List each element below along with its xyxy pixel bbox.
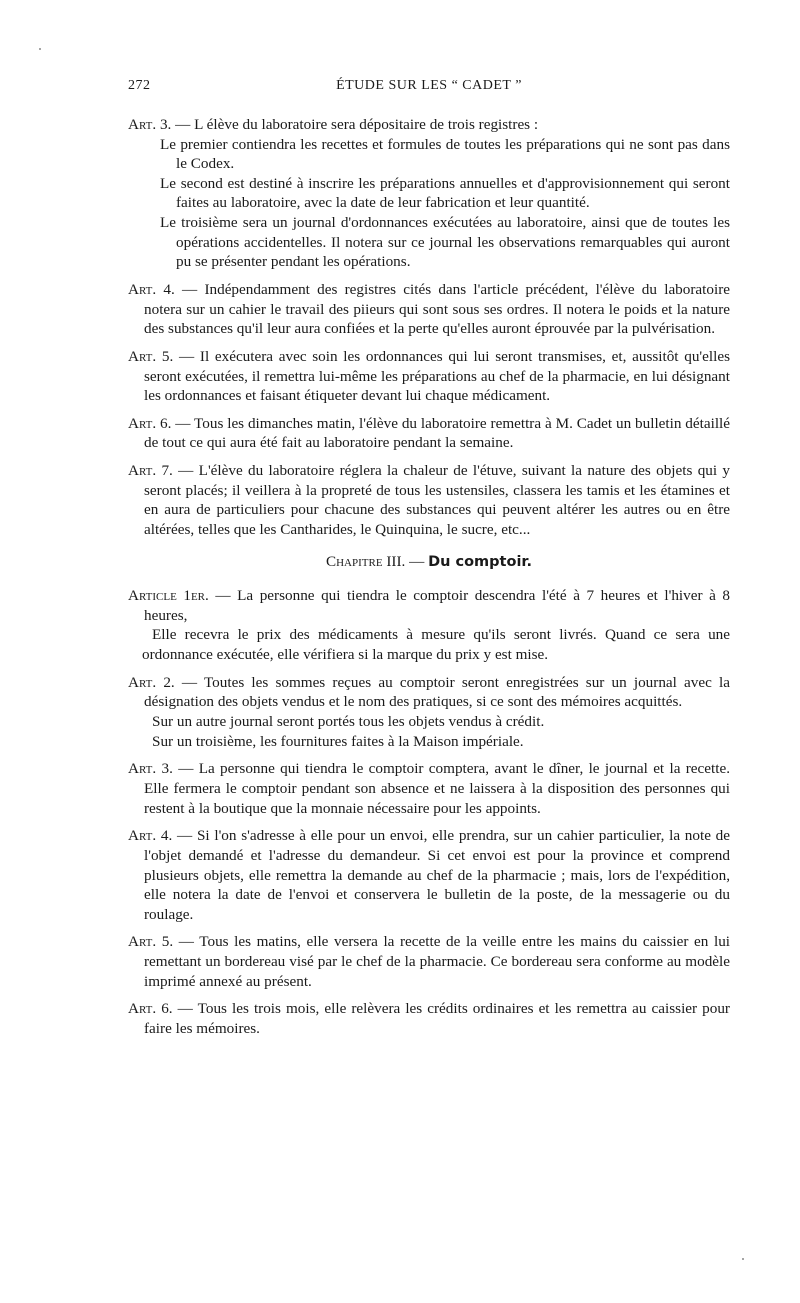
article-7-laboratory (128, 461, 730, 539)
article-label: Art. 5. (128, 347, 174, 365)
article-5-counter (128, 932, 730, 991)
article-label: Art. 5. (128, 933, 174, 951)
chapter-title: Du comptoir. (428, 553, 533, 570)
running-head (128, 78, 730, 100)
article-1-counter (128, 586, 730, 664)
article-label: Art. 4. (128, 827, 173, 845)
article-paragraph (128, 826, 730, 924)
scan-speck (39, 48, 41, 50)
article-3-laboratory (128, 115, 730, 272)
article-4-counter (128, 826, 730, 924)
scan-speck (742, 1258, 744, 1260)
article-label: Art. 2. (128, 673, 175, 691)
article-text: — Indépendamment des registres cités dans l'article précédent, l'élève du laboratoire notera sur un cahier le travail des piieurs qui sont sous ses ordres. Il notera le poids et la nature des substances qu'il leur aura confiées et la perte qu'elles auront éprouvée par la pulvérisation. (144, 280, 731, 338)
article-paragraph (128, 280, 730, 339)
article-label: Art. 3. (128, 116, 172, 133)
article-subparagraph: Le premier contiendra les recettes et formules de toutes les préparations qui ne sont pas dans le Codex. (160, 135, 730, 173)
article-paragraph (128, 347, 730, 406)
article-label: Art. 6. (128, 414, 172, 432)
running-title: ÉTUDE SUR LES “ CADET ” (336, 78, 522, 93)
article-paragraph (128, 673, 730, 712)
article-paragraph (128, 414, 730, 453)
article-subparagraph: Elle recevra le prix des médicaments à mesure qu'ils seront livrés. Quand ce sera une ordonnance exécutée, elle vérifiera si la marque du prix y est mise. (142, 626, 730, 663)
article-5-laboratory (128, 347, 730, 406)
article-text: — La personne qui tiendra le comptoir descendra l'été à 7 heures et l'hiver à 8 heures, (144, 587, 730, 624)
article-subparagraph: Le troisième sera un journal d'ordonnances exécutées au laboratoire, ainsi que de toutes les opérations accidentelles. Il notera sur ce journal les observations remarquables qui auront pu se présenter pendant les opérations. (160, 213, 730, 271)
article-text: — Toutes les sommes reçues au comptoir seront enregistrées sur un journal avec la désignation des objets vendus et le nom des pratiques, si ce sont des mémoires acquittés. (144, 673, 730, 711)
article-lead (128, 115, 730, 135)
article-subparagraph: Sur un troisième, les fournitures faites à la Maison impériale. (152, 732, 524, 750)
article-text: — La personne qui tiendra le comptoir comptera, avant le dîner, le journal et la recette. Elle fermera le comptoir pendant son absence et ne laissera à la disposition des personnes qui restent à la boutique que la monnaie nécessaire pour les appoints. (144, 760, 730, 817)
article-paragraph (128, 586, 730, 625)
chapter-label: Chapitre III. (325, 552, 406, 570)
article-3-counter (128, 759, 730, 818)
article-label: Art. 6. (128, 1000, 173, 1018)
article-paragraph (128, 759, 730, 818)
article-label: Art. 3. (128, 760, 173, 778)
article-text: — Tous les trois mois, elle relèvera les crédits ordinaires et les remettra au caissier pour faire les mémoires. (144, 1000, 730, 1038)
article-6-counter (128, 999, 730, 1038)
article-paragraph (128, 932, 730, 991)
article-text: — L élève du laboratoire sera dépositaire de trois registres : (175, 116, 539, 133)
article-subparagraph: Sur un autre journal seront portés tous les objets vendus à crédit. (152, 712, 545, 730)
article-text: — Tous les dimanches matin, l'élève du laboratoire remettra à M. Cadet un bulletin détaillé de tout ce qui aura été fait au laboratoire pendant la semaine. (144, 414, 730, 452)
body-text (128, 115, 730, 1047)
article-6-laboratory (128, 414, 730, 453)
article-label: Article 1er. (128, 587, 209, 605)
chapter-heading (128, 552, 730, 573)
article-2-counter (128, 673, 730, 751)
article-paragraph (128, 461, 730, 539)
article-subparagraph: Le second est destiné à inscrire les préparations annuelles et d'approvisionnement qui seront faites au laboratoire, avec la date de leur fabrication et leur quantité. (160, 174, 730, 212)
article-4-laboratory (128, 280, 730, 339)
article-label: Art. 7. (128, 462, 173, 480)
page-number: 272 (128, 78, 151, 93)
article-text: — Tous les matins, elle versera la recette de la veille entre les mains du caissier en lui remettant un bordereau visé par le chef de la pharmacie. Ce bordereau sera conforme au modèle imprimé annexé au présent. (144, 933, 731, 990)
article-text: — Si l'on s'adresse à elle pour un envoi, elle prendra, sur un cahier particulier, la note de l'objet demandé et l'adresse du demandeur. Si cet envoi est pour la province et comprend plusieurs objets, elle remettra la demande au chef de la pharmacie ; mais, lors de l'expédition, elle notera la date de l'envoi et conservera le bulletin de la poste, de la messagerie ou du roulage. (144, 827, 730, 923)
article-text: — L'élève du laboratoire réglera la chaleur de l'étuve, suivant la nature des objets qui y seront placés; il veillera à la propreté de tous les ustensiles, classera les tamis et les étamines et en aura de particuliers pour chacune des substances qui peuvent altérer les autres ou en être altérées, telles que les Cantharides, le Quinquina, le sucre, etc... (144, 462, 731, 539)
article-label: Art. 4. (128, 280, 175, 298)
chapter-dash: — (405, 552, 429, 570)
article-paragraph (128, 999, 730, 1038)
article-text: — Il exécutera avec soin les ordonnances qui lui seront transmises, et, aussitôt qu'elles seront exécutées, il remettra lui-même les préparations au chef de la pharmacie, en lui désignant les ordonnances et faisant étiqueter devant lui chaque médicament. (144, 347, 730, 405)
